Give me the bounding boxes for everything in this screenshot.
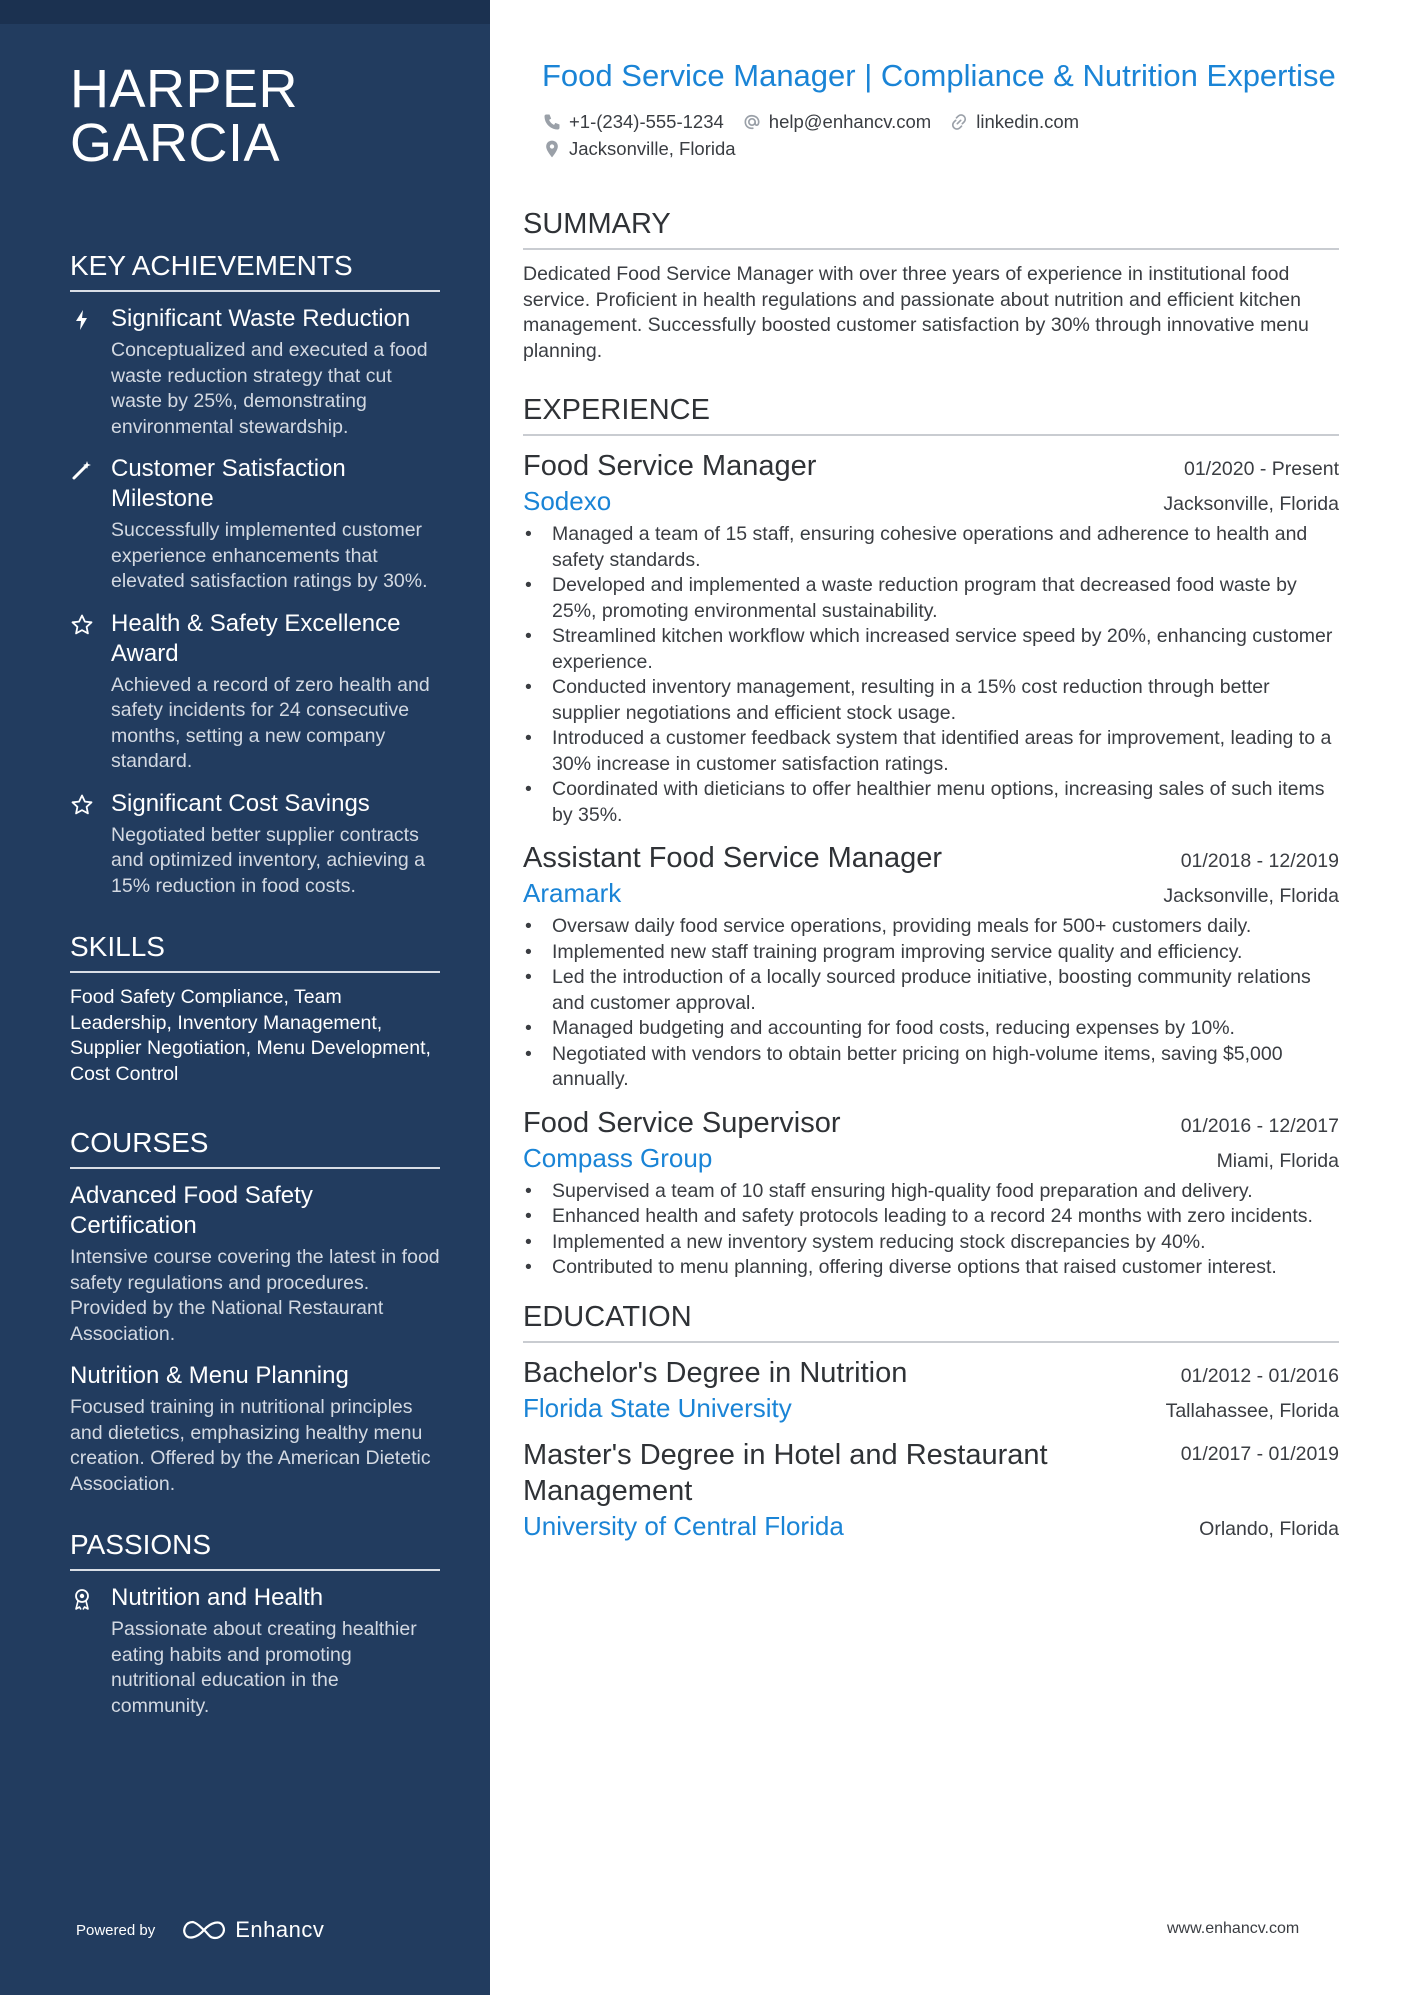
award-ribbon-icon [70,1587,94,1611]
star-icon [70,793,94,817]
achievement-item [70,304,440,440]
achievement-title: Customer Satisfaction Milestone [111,455,346,512]
star-icon [70,613,94,637]
job-bullet: • Contributed to menu planning, offering diverse options that raised customer interest. [523,1255,1339,1281]
education-header [523,1355,1339,1391]
summary-text: Dedicated Food Service Manager with over three years of experience in institutional food service. Proficient in health regulations and passionate about nutrition and efficient kitchen management. Successfully boosted customer satisfaction by 30% through innovative menu planning. [523,263,1309,362]
degree-title: Bachelor's Degree in Nutrition [523,1356,908,1389]
enhancv-brand-text: Enhancv [235,1917,325,1942]
education-header [523,1437,1339,1509]
main-content [523,58,1339,1555]
job-title: Food Service Manager [523,450,817,482]
job-location: Miami, Florida [1216,1149,1339,1172]
bolt-icon [70,308,94,332]
job-company-row [523,484,1339,518]
school-location: Orlando, Florida [1199,1517,1339,1540]
powered-by [76,1915,376,1945]
school-name: University of Central Florida [523,1510,844,1541]
course-desc: Intensive course covering the latest in food safety regulations and procedures. Provided by the National Restaurant Association. [70,1246,440,1345]
courses-heading: COURSES [70,1125,440,1169]
job-entry [523,840,1339,1093]
job-bullet: • Enhanced health and safety protocols leading to a record 24 months with zero incidents. [523,1204,1339,1230]
job-entry [523,1105,1339,1281]
contact-info [523,108,1339,162]
sidebar-content [70,248,440,1733]
magic-wand-icon [70,458,94,482]
course-item [70,1361,440,1497]
passion-desc: Passionate about creating healthier eating habits and promoting nutritional education in the community. [111,1618,417,1717]
job-company-row [523,876,1339,910]
link-icon [949,112,969,132]
job-entry [523,448,1339,828]
education-school-row [523,1391,1339,1425]
achievement-item [70,789,440,900]
footer-url[interactable]: www.enhancv.com [1167,1920,1300,1937]
job-header [523,448,1339,484]
experience-heading: EXPERIENCE [523,392,1339,436]
achievement-desc: Successfully implemented customer experience enhancements that elevated satisfaction ratings by 30%. [111,519,428,592]
job-company: Compass Group [523,1142,713,1173]
skills-list: Food Safety Compliance, Team Leadership, Inventory Management, Supplier Negotiation, Menu Development, Cost Control [70,986,431,1085]
location-pin-icon [542,139,562,159]
course-title: Advanced Food Safety Certification [70,1182,313,1239]
enhancv-logo[interactable] [181,1917,324,1943]
achievement-title: Significant Cost Savings [111,789,370,817]
job-bullet: • Oversaw daily food service operations, providing meals for 500+ customers daily. [523,914,1339,940]
school-location: Tallahassee, Florida [1165,1399,1339,1422]
sidebar [0,0,490,1995]
school-name: Florida State University [523,1392,792,1423]
linkedin-text: linkedin.com [976,111,1080,132]
contact-phone[interactable] [542,108,724,135]
job-bullet: • Negotiated with vendors to obtain better pricing on high-volume items, saving $5,000 annually. [523,1042,1339,1093]
powered-by-label: Powered by [76,1921,156,1939]
achievement-title: Significant Waste Reduction [111,305,411,332]
achievement-item [70,454,440,595]
job-header [523,1105,1339,1141]
contact-linkedin[interactable] [949,108,1079,135]
contact-row [542,135,1339,162]
course-desc: Focused training in nutritional principles and dietetics, emphasizing healthy menu creation. Offered by the American Dietetic Association. [70,1396,431,1495]
job-bullets [523,1179,1339,1281]
course-item [70,1181,440,1347]
job-bullet: • Coordinated with dieticians to offer healthier menu options, increasing sales of such items by 35%. [523,777,1339,828]
phone-icon [542,112,562,132]
job-bullet: • Introduced a customer feedback system that identified areas for improvement, leading to a 30% increase in customer satisfaction ratings. [523,726,1339,777]
job-title: Assistant Food Service Manager [523,842,943,874]
job-bullets [523,522,1339,828]
location-text: Jacksonville, Florida [569,138,736,159]
at-sign-icon [742,112,762,132]
achievement-title: Health & Safety Excellence Award [111,609,401,667]
passion-title: Nutrition and Health [111,1584,324,1611]
candidate-name: HARPER GARCIA [70,59,299,173]
job-bullet: • Developed and implemented a waste reduction program that decreased food waste by 25%, promoting environmental sustainability. [523,573,1339,624]
job-company: Sodexo [523,486,612,516]
achievement-desc: Negotiated better supplier contracts and optimized inventory, achieving a 15% reduction in food costs. [111,823,425,897]
sidebar-top-band [0,0,490,24]
education-entry [523,1355,1339,1425]
summary-heading: SUMMARY [523,206,1339,250]
job-bullet: • Streamlined kitchen workflow which increased service speed by 20%, enhancing customer experience. [523,624,1339,675]
job-bullet: • Managed budgeting and accounting for food costs, reducing expenses by 10%. [523,1016,1339,1042]
summary-section [523,206,1339,364]
education-dates: 01/2017 - 01/2019 [1180,1442,1339,1465]
contact-row [542,108,1339,135]
job-bullet: • Led the introduction of a locally sourced produce initiative, boosting community relations and customer approval. [523,965,1339,1016]
course-title: Nutrition & Menu Planning [70,1362,349,1389]
job-title: Food Service Supervisor [523,1106,841,1139]
skills-heading: SKILLS [70,929,440,973]
job-dates: 01/2016 - 12/2017 [1180,1114,1339,1137]
achievement-item [70,609,440,775]
job-bullets [523,914,1339,1093]
achievements-heading: KEY ACHIEVEMENTS [70,248,440,292]
job-bullet: • Implemented new staff training program improving service quality and efficiency. [523,940,1339,966]
education-dates: 01/2012 - 01/2016 [1180,1364,1339,1387]
degree-title: Master's Degree in Hotel and Restaurant Management [523,1438,1048,1507]
job-dates: 01/2020 - Present [1183,458,1339,480]
enhancv-logo-icon [181,1918,227,1942]
job-company-row [523,1141,1339,1175]
contact-email[interactable] [742,108,931,135]
education-school-row [523,1509,1339,1543]
headline: Food Service Manager | Compliance & Nutrition Expertise [542,58,1336,93]
job-bullet: • Managed a team of 15 staff, ensuring cohesive operations and adherence to health and safety standards. [523,522,1339,573]
contact-location [542,135,736,162]
education-section [523,1299,1339,1543]
phone-text: +1-(234)-555-1234 [569,111,724,132]
achievement-desc: Conceptualized and executed a food waste reduction strategy that cut waste by 25%, demonstrating environmental stewardship. [111,339,428,438]
education-heading: EDUCATION [523,1299,1339,1343]
email-text: help@enhancv.com [768,111,932,132]
passion-item [70,1583,440,1719]
job-header [523,840,1339,876]
experience-section [523,392,1339,1281]
passions-heading: PASSIONS [70,1527,440,1571]
education-entry [523,1437,1339,1543]
job-bullet: • Implemented a new inventory system reducing stock discrepancies by 40%. [523,1230,1339,1256]
job-location: Jacksonville, Florida [1163,493,1339,515]
job-company: Aramark [523,878,622,908]
achievement-desc: Achieved a record of zero health and safety incidents for 24 consecutive months, setting a new company standard. [111,673,430,772]
job-location: Jacksonville, Florida [1163,885,1339,907]
job-bullet: • Supervised a team of 10 staff ensuring high-quality food preparation and delivery. [523,1179,1339,1205]
job-dates: 01/2018 - 12/2019 [1180,850,1339,872]
job-bullet: • Conducted inventory management, resulting in a 15% cost reduction through better supplier negotiations and efficient stock usage. [523,675,1339,726]
